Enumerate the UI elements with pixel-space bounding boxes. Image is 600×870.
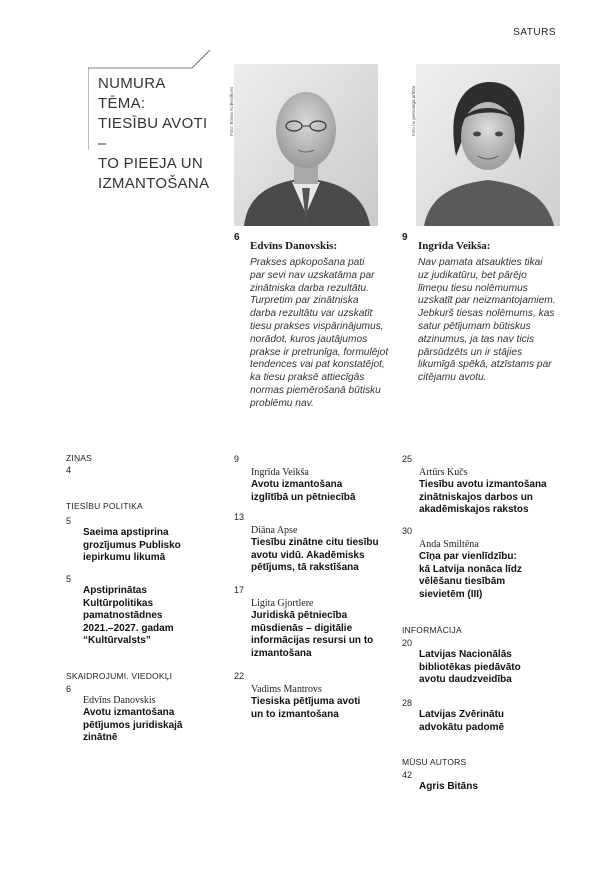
- theme-line: TO PIEEJA UN: [98, 155, 204, 172]
- page-number: 5: [66, 516, 72, 526]
- title-line: bibliotēkas piedāvāto: [419, 661, 521, 673]
- title-line: informācijas resursi un to: [251, 635, 374, 646]
- page-number: 30: [402, 526, 413, 536]
- title-line: Saeima apstiprina: [83, 527, 169, 538]
- toc-entry: [402, 526, 522, 601]
- title-line: sievietēm (III): [419, 588, 483, 600]
- title-line: mūsdienās – digitālie: [251, 622, 353, 634]
- entry-title: [251, 696, 360, 721]
- title-line: Avotu izmantošana: [251, 479, 343, 490]
- title-line: avotu daudzveidība: [419, 674, 512, 685]
- feature-page-number: 6: [234, 232, 240, 243]
- quote-line: ka tiesu praksē attiecīgās: [250, 372, 365, 384]
- quote-line: uz judikatūru, bet pārējo: [418, 269, 527, 281]
- author-photo-veiksa: [416, 64, 560, 226]
- section-title: ZIŅAS: [66, 453, 93, 463]
- quote-line: satur pētījumam būtiskus: [418, 320, 531, 332]
- title-line: avotu vidū. Akadēmisks: [251, 549, 365, 561]
- feature-author-name: Ingrīda Veikša:: [418, 240, 491, 252]
- entry-title: [83, 585, 174, 648]
- feature-quote: [250, 257, 400, 411]
- quote-line: tiesu prakses vispārinājumus,: [250, 320, 384, 332]
- entry-title: [419, 551, 522, 601]
- title-line: “Kultūrvalsts”: [83, 635, 151, 646]
- page-number: 25: [402, 454, 413, 464]
- toc-entry: [66, 516, 181, 565]
- page-number: 42: [402, 770, 413, 780]
- title-line: Avotu izmantošana: [83, 707, 175, 718]
- toc-entry: [234, 512, 379, 575]
- section-title: INFORMĀCIJA: [402, 625, 462, 635]
- entry-author: Edvīns Danovskis: [83, 695, 156, 706]
- title-line: un to izmantošana: [251, 708, 339, 720]
- title-line: Kultūrpolitikas: [83, 597, 154, 609]
- page-number: 5: [66, 574, 72, 584]
- section-title: TIESĪBU POLITIKA: [66, 501, 143, 511]
- entry-title: [251, 537, 379, 575]
- title-line: pētījums, tā rakstīšana: [251, 562, 359, 573]
- feature-author-name: Edvīns Danovskis:: [250, 240, 338, 252]
- title-line: Cīņa par vienlīdzību:: [419, 551, 517, 562]
- title-line: Latvijas Nacionālās: [419, 649, 512, 660]
- title-line: zinātnē: [83, 732, 118, 743]
- title-line: Apstiprinātas: [83, 585, 147, 596]
- page-number: 20: [402, 638, 413, 648]
- quote-line: pārsūdzēts un ir stājies: [418, 346, 523, 358]
- toc-section-zinas: [66, 453, 92, 475]
- quote-line: Prakses apkopošana pati: [250, 257, 365, 268]
- quote-line: uzskatīt par neizmantojamiem.: [418, 295, 556, 307]
- title-line: Latvijas Zvērinātu: [419, 709, 505, 720]
- quote-line: normas piemērošanā būtisku: [250, 384, 381, 396]
- theme-line: NUMURA TĒMA:: [98, 75, 165, 112]
- title-line: vēlēšanu tiesībām: [419, 576, 506, 587]
- title-line: akadēmiskajos rakstos: [419, 504, 529, 515]
- title-line: Agris Bitāns: [419, 781, 478, 792]
- quote-line: atzinumus, ja tas nav ticis: [418, 333, 535, 345]
- toc-entry: [402, 454, 547, 517]
- theme-title: [98, 74, 213, 194]
- title-line: izglītībā un pētniecībā: [251, 491, 356, 503]
- page-number: 6: [66, 684, 72, 694]
- quote-line: Jebkurš tiesas nolēmums, kas: [418, 308, 555, 320]
- quote-line: Turpretim par zinātniska: [250, 295, 359, 307]
- entry-author: Ingrīda Veikša: [251, 467, 309, 478]
- author-photo-danovskis: [234, 64, 378, 226]
- title-line: pētījumos juridiskajā: [83, 719, 183, 731]
- entry-author: Anda Smiltēna: [419, 539, 479, 550]
- quote-line: problēmu nav.: [250, 397, 314, 409]
- entry-title: [83, 527, 181, 565]
- page-number: 4: [66, 465, 72, 475]
- title-line: pamatnostādnes: [83, 610, 163, 621]
- toc-entry: [234, 671, 360, 721]
- page-number: 22: [234, 671, 245, 681]
- feature-quote: [418, 257, 568, 385]
- page-number: 28: [402, 698, 413, 708]
- toc-entry: [402, 638, 521, 687]
- quote-line: Nav pamata atsaukties tikai: [418, 257, 543, 268]
- title-line: Tiesību avotu izmantošana: [419, 479, 547, 490]
- section-title: SKAIDROJUMI. VIEDOKĻI: [66, 671, 173, 681]
- title-line: Tiesiska pētījuma avoti: [251, 696, 361, 707]
- issue-theme: [88, 50, 210, 192]
- toc-entry: [66, 574, 174, 648]
- entry-title: [251, 479, 355, 504]
- photo-credit: Foto no personīgā arhīva: [411, 85, 416, 136]
- title-line: advokātu padomē: [419, 721, 505, 733]
- toc-entry: [234, 454, 355, 504]
- quote-line: prakse ir pretrunīga, formulējot: [250, 346, 389, 358]
- page-number: 13: [234, 512, 245, 522]
- title-line: grozījumus Publisko: [83, 539, 181, 551]
- quote-line: zinātniska darba rezultātu.: [250, 282, 369, 294]
- section-title: MŪSU AUTORS: [402, 757, 467, 767]
- entry-title: [419, 649, 521, 687]
- entry-title: [419, 479, 547, 517]
- quote-line: tendences vai pat konstatējot,: [250, 359, 385, 371]
- toc-entry: [234, 585, 373, 660]
- page-number: 9: [234, 454, 240, 464]
- theme-line: IZMANTOŠANA: [98, 175, 210, 192]
- toc-entry: [66, 684, 182, 745]
- title-line: Tiesību zinātne citu tiesību: [251, 537, 379, 548]
- entry-title: [419, 709, 504, 734]
- entry-author: Vadims Mantrovs: [251, 684, 322, 695]
- quote-line: par sevi nav uzskatāma par: [250, 269, 375, 281]
- title-line: zinātniskajos darbos un: [419, 491, 533, 503]
- entry-title: [251, 610, 373, 660]
- photo-credit: Foto: Boriss Koļesņikovs: [229, 86, 234, 136]
- title-line: 2021.–2027. gadam: [83, 622, 174, 634]
- quote-line: citējamu avotu.: [418, 372, 487, 384]
- quote-line: likumīgā spēkā, atzīstams par: [418, 359, 552, 371]
- toc-entry: [402, 698, 504, 734]
- title-line: Juridiskā pētniecība: [251, 610, 348, 621]
- theme-line: TIESĪBU AVOTI –: [98, 115, 208, 152]
- feature-page-number: 9: [402, 232, 408, 243]
- entry-title: [83, 707, 182, 745]
- entry-author: Ligita Gjortlere: [251, 598, 314, 609]
- entry-author: Diāna Apse: [251, 525, 298, 536]
- title-line: iepirkumu likumā: [83, 552, 166, 563]
- entry-title: [419, 781, 478, 794]
- quote-line: norādot, kuros jautājumos: [250, 333, 368, 345]
- quote-line: darba rezultātu var uzskatīt: [250, 308, 373, 320]
- section-label: SATURS: [513, 27, 556, 38]
- toc-entry: [402, 770, 478, 794]
- title-line: kā Latvija nonāca līdz: [419, 563, 522, 575]
- page-number: 17: [234, 585, 245, 595]
- title-line: izmantošana: [251, 647, 312, 659]
- quote-line: līmeņu tiesu nolēmumus: [418, 282, 528, 294]
- entry-author: Artūrs Kučs: [419, 467, 468, 478]
